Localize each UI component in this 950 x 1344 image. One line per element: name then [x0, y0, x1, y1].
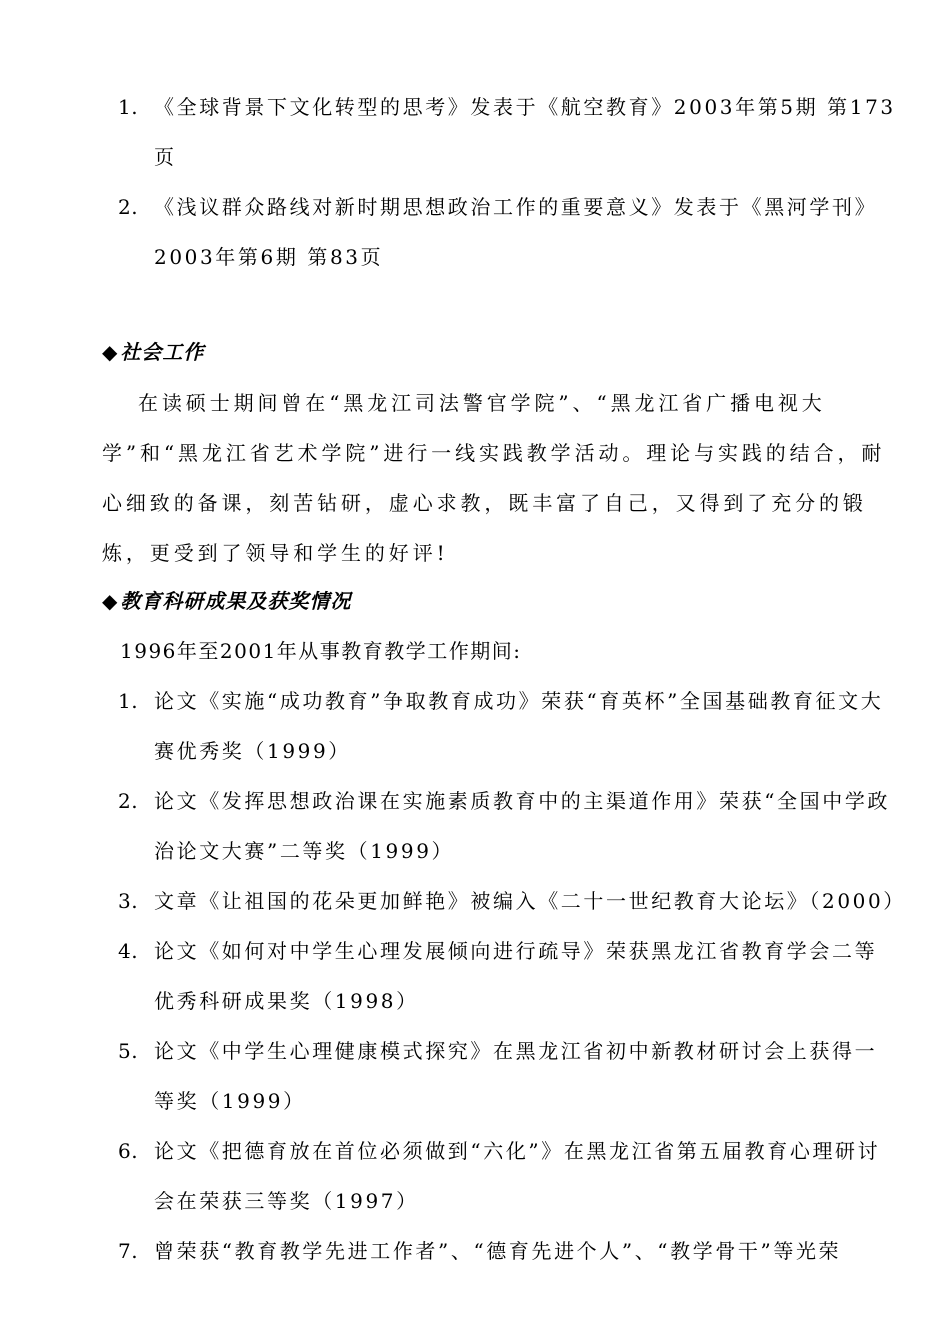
section-heading-research — [102, 586, 351, 616]
item-number: 3. — [118, 889, 139, 913]
item-text: 曾荣获“教育教学先进工作者”、“德育先进个人”、“教学骨干”等光荣 — [154, 1239, 842, 1263]
social-work-paragraph: 在读硕士期间曾在“黑龙江司法警官学院”、“黑龙江省广播电视大学”和“黑龙江省艺术学院”进行一线实践教学活动。理论与实践的结合，耐心细致的备课，刻苦钻研，虚心求教，既丰富了自己，又得到了充分的锻炼，更受到了领导和学生的好评! — [102, 391, 886, 565]
list-item — [118, 1026, 898, 1126]
award-list — [118, 676, 906, 1276]
item-number: 5. — [118, 1039, 139, 1063]
list-item — [118, 1226, 898, 1276]
diamond-bullet-icon: ◆ — [102, 589, 119, 613]
item-text: 《全球背景下文化转型的思考》发表于《航空教育》2003年第5期 第173页 — [154, 95, 896, 169]
item-text: 文章《让祖国的花朵更加鲜艳》被编入《二十一世纪教育大论坛》（2000） — [154, 889, 906, 913]
item-number: 2. — [118, 789, 139, 813]
publication-list — [118, 82, 898, 282]
item-text: 论文《把德育放在首位必须做到“六化”》在黑龙江省第五届教育心理研讨会在荣获三等奖（1997） — [154, 1139, 881, 1213]
heading-text: 教育科研成果及获奖情况 — [120, 589, 352, 613]
list-item — [118, 1126, 898, 1226]
item-number: 6. — [118, 1139, 139, 1163]
item-number: 1. — [118, 689, 139, 713]
list-item — [118, 676, 898, 776]
item-text: 论文《中学生心理健康模式探究》在黑龙江省初中新教材研讨会上获得一等奖（1999） — [154, 1039, 878, 1113]
research-intro: 1996年至2001年从事教育教学工作期间: — [120, 639, 522, 663]
list-item — [118, 82, 898, 182]
list-item — [118, 876, 906, 926]
diamond-bullet-icon: ◆ — [102, 340, 119, 364]
section-heading-social-work — [102, 337, 204, 367]
item-number: 1. — [118, 95, 139, 119]
item-text: 《浅议群众路线对新时期思想政治工作的重要意义》发表于《黑河学刊》2003年第6期 第83页 — [154, 195, 878, 269]
item-text: 论文《实施“成功教育”争取教育成功》荣获“育英杯”全国基础教育征文大赛优秀奖（1999） — [154, 689, 884, 763]
item-number: 7. — [118, 1239, 139, 1263]
list-item — [118, 926, 898, 1026]
item-text: 论文《如何对中学生心理发展倾向进行疏导》荣获黑龙江省教育学会二等优秀科研成果奖（1998） — [154, 939, 878, 1013]
item-number: 4. — [118, 939, 139, 963]
heading-text: 社会工作 — [120, 340, 205, 364]
list-item — [118, 776, 898, 876]
item-text: 论文《发挥思想政治课在实施素质教育中的主渠道作用》荣获“全国中学政治论文大赛”二等奖（1999） — [154, 789, 891, 863]
item-number: 2. — [118, 195, 139, 219]
list-item — [118, 182, 898, 282]
